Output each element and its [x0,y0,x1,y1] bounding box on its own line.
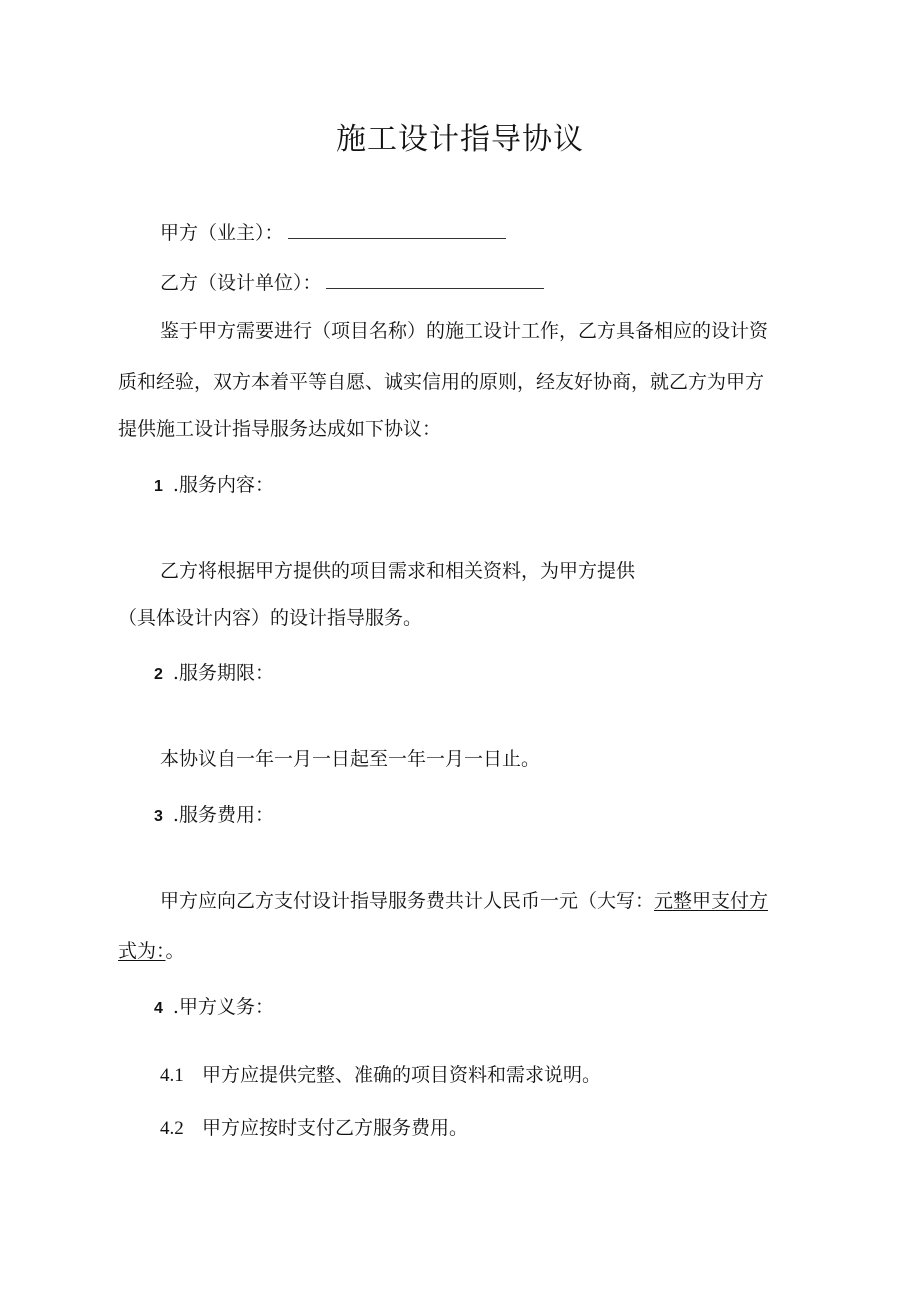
section-3-line-2 [118,938,185,964]
section-4-item-2 [160,1115,468,1142]
party-b-line [160,270,544,296]
section-1-heading [154,472,274,500]
section-1-line-1: 乙方将根据甲方提供的项目需求和相关资料，为甲方提供 [160,560,636,582]
section-1-line-2: （具体设计内容）的设计指导服务。 [118,607,423,629]
section-3-fee-text: 甲方应向乙方支付设计指导服务费共计人民币一元（大写： [160,890,655,912]
section-4-item-1 [160,1062,601,1089]
section-4-heading [154,994,274,1022]
section-3-number: 3 [154,808,163,825]
section-3-payment-underlined: 式为： [118,940,166,962]
section-2-number: 2 [154,666,163,683]
item-4-2-number: 4.2 [160,1118,184,1139]
section-1-title: .服务内容： [172,474,274,496]
party-a-line [160,220,506,246]
section-2-heading [154,660,274,688]
section-2-text: 本协议自一年一月一日起至一年一月一日止。 [160,748,541,770]
party-b-label: 乙方（设计单位）： [160,272,322,294]
preamble-line-3: 提供施工设计指导服务达成如下协议： [118,418,442,440]
section-3-title: .服务费用： [172,804,274,826]
section-3-line-1 [160,888,768,914]
document-title: 施工设计指导协议 [336,122,584,157]
party-a-label: 甲方（业主）： [160,222,284,244]
section-4-number: 4 [154,1000,163,1017]
preamble-line-1: 鉴于甲方需要进行（项目名称）的施工设计工作，乙方具备相应的设计资 [160,320,769,342]
item-4-1-text: 甲方应提供完整、准确的项目资料和需求说明。 [202,1064,602,1086]
section-3-fee-underlined: 元整甲支付方 [654,890,769,912]
party-a-blank [288,236,506,239]
section-2-title: .服务期限： [172,662,274,684]
item-4-2-text: 甲方应按时支付乙方服务费用。 [202,1117,469,1139]
section-3-period: 。 [165,940,185,962]
preamble-line-2: 质和经验，双方本着平等自愿、诚实信用的原则，经友好协商，就乙方为甲方 [118,371,765,393]
section-4-title: .甲方义务： [172,996,274,1018]
section-3-heading [154,802,274,830]
item-4-1-number: 4.1 [160,1065,184,1086]
section-1-number: 1 [154,478,163,495]
party-b-blank [326,286,544,289]
